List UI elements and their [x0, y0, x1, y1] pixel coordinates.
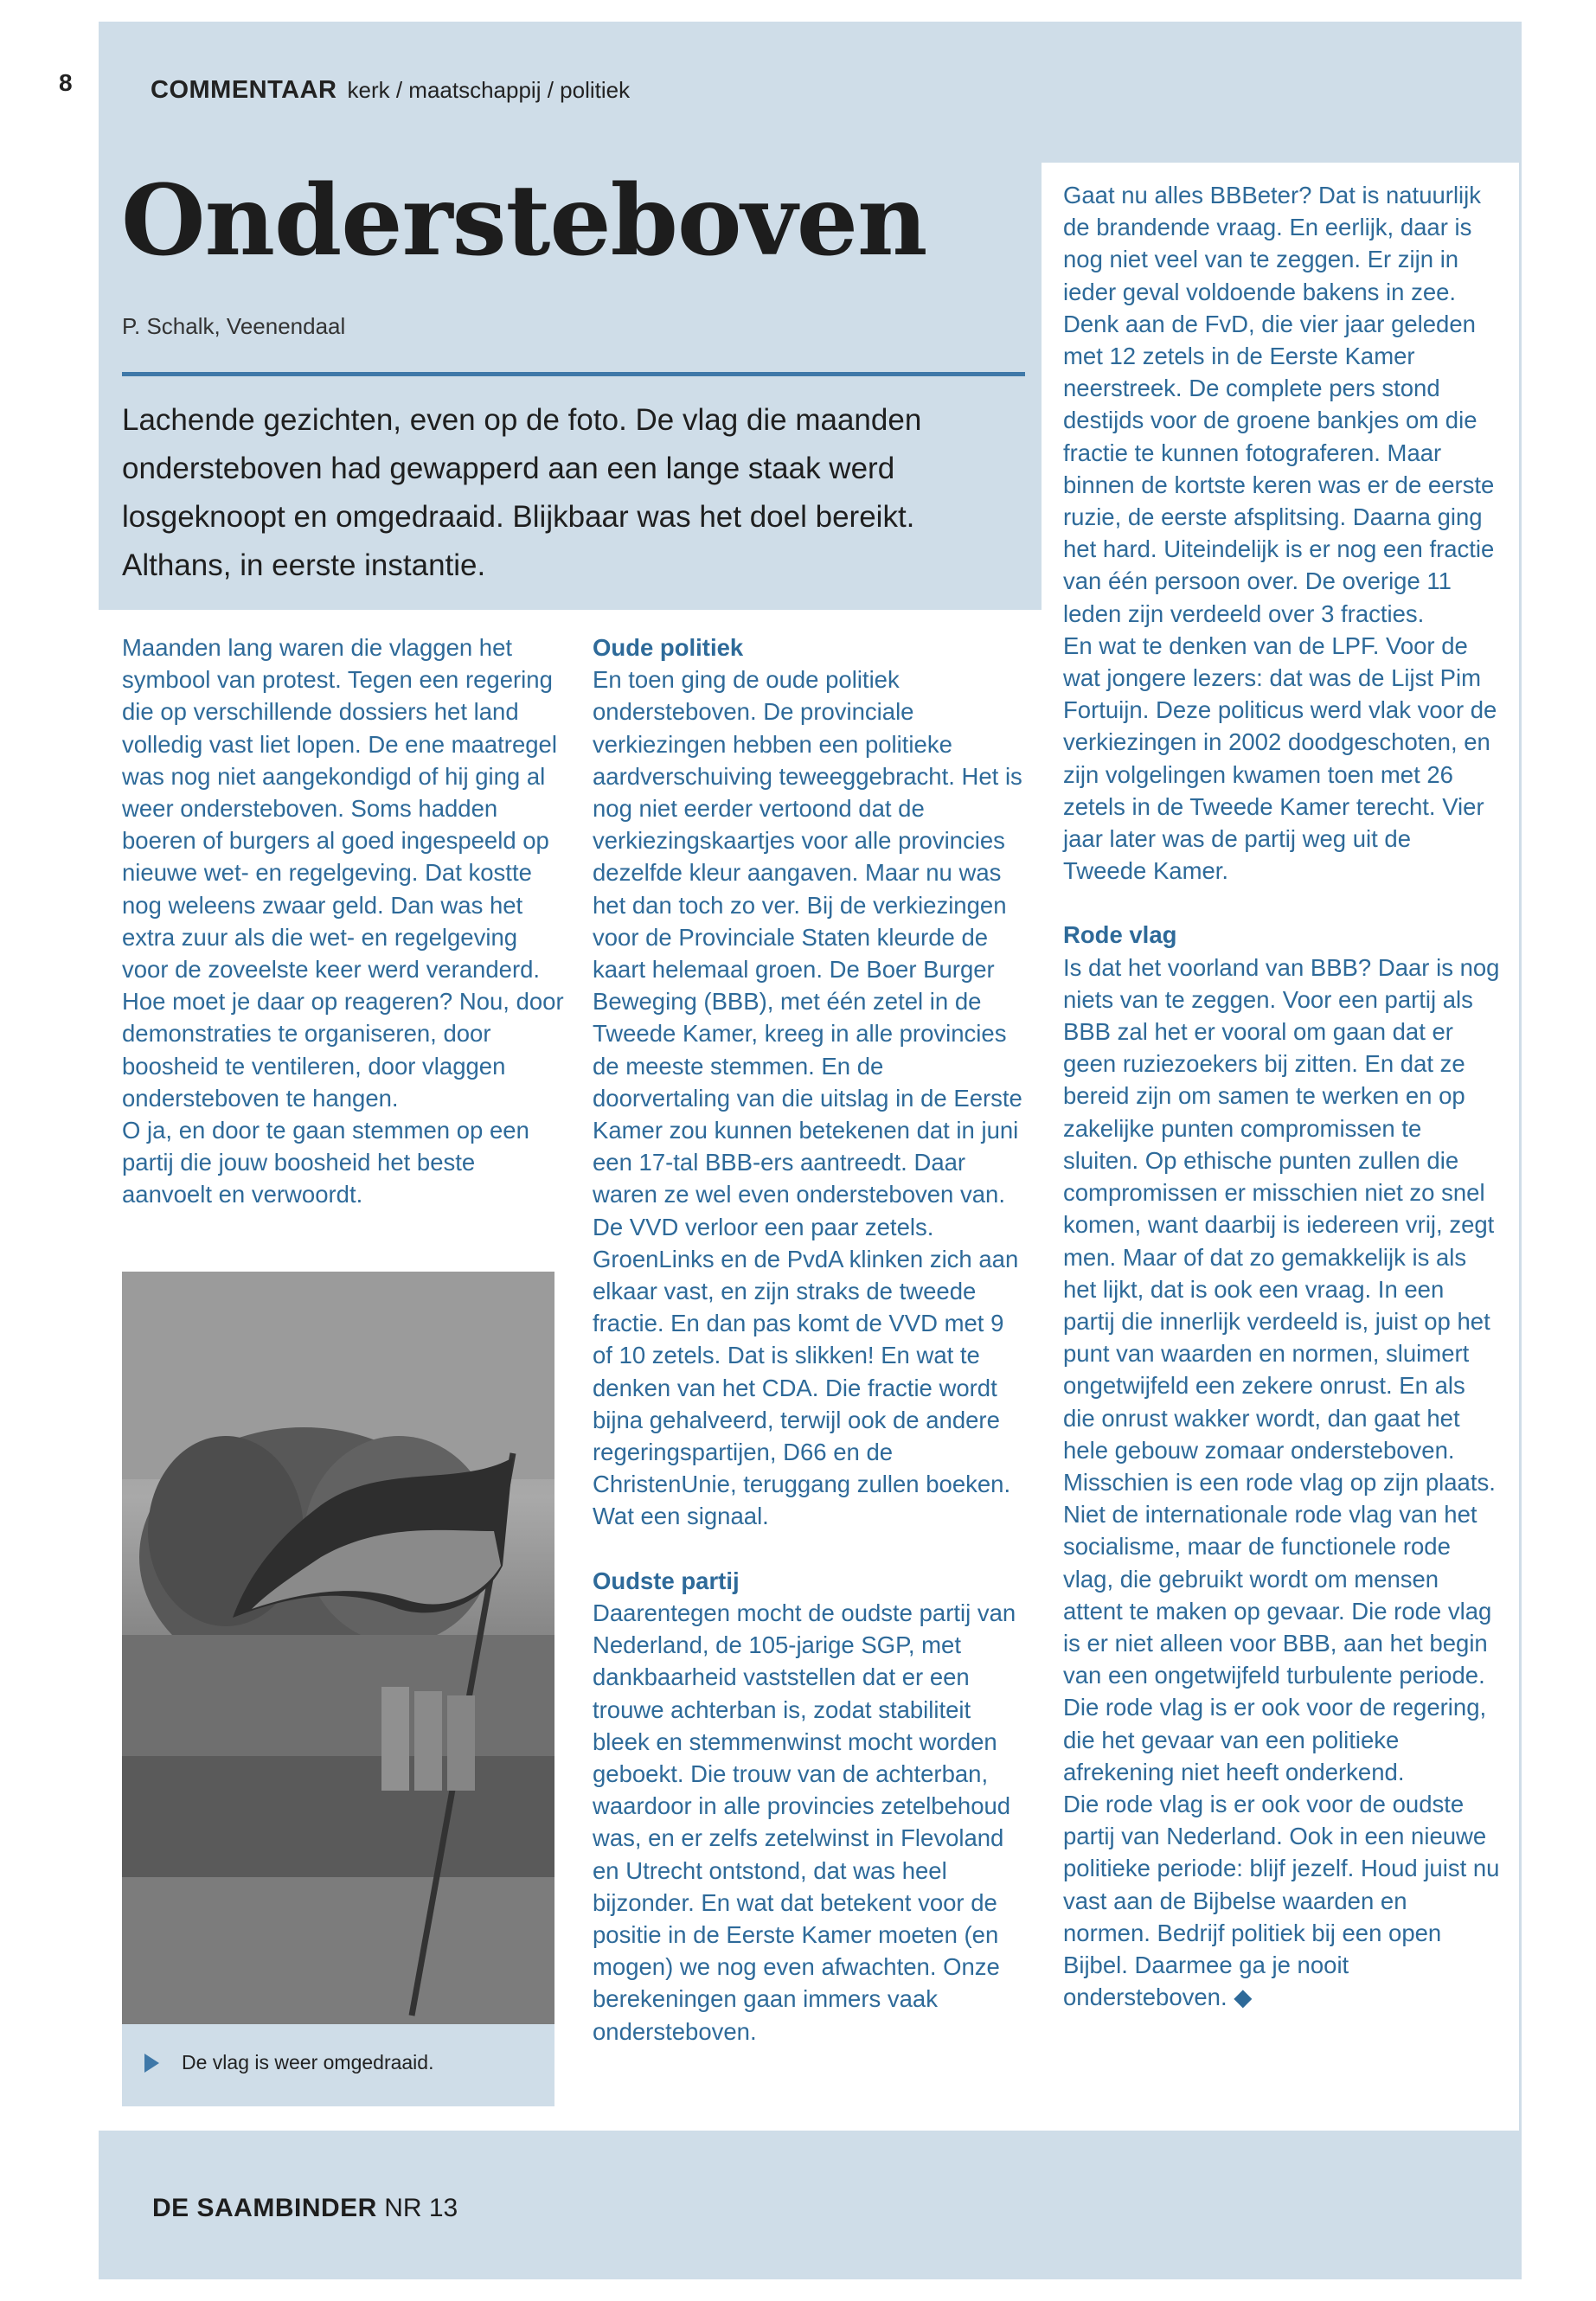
subheading-oude-politiek: Oude politiek: [593, 634, 744, 661]
subheading-rode-vlag: Rode vlag: [1063, 921, 1177, 949]
subheading-oudste-partij: Oudste partij: [593, 1567, 740, 1594]
magazine-name: DE SAAMBINDER: [152, 2194, 377, 2222]
divider: [122, 372, 1025, 376]
column-2: [593, 631, 1025, 2048]
caption-arrow-icon: [144, 2054, 159, 2073]
paragraph: Die rode vlag is er ook voor de oudste partij van Nederland. Ook in een nieuwe politieke periode: blijf jezelf. Houd juist nu vast aan de Bijbelse waarden en normen. Bedrijf politiek bij een open Bijbel. Daarmee ga je nooit ondersteboven. ◆: [1063, 1790, 1500, 2011]
article-title: Ondersteboven: [121, 164, 927, 278]
paragraph: En toen ging de oude politiek ondersteboven. De provinciale verkiezingen hebben een politieke aardverschuiving teweeggebracht. Het is nog niet eerder vertoond dat de verkiezingskaartjes voor alle provincies dezelfde kleur aangaven. Maar nu was het dan toch zo ver. Bij de verkiezingen voor de Provinciale Staten kleurde de kaart helemaal groen. De Boer Burger Beweging (BBB), met één zetel in de Tweede Kamer, kreeg in alle provincies de meeste stemmen. En de doorvertaling van die uitslag in de Eerste Kamer zou kunnen betekenen dat in juni een 17-tal BBB-ers aantreedt. Daar waren ze wel even ondersteboven van. De VVD verloor een paar zetels. GroenLinks en de PvdA klinken zich aan elkaar vast, en zijn straks de tweede fractie. En dan pas komt de VVD met 9 of 10 zetels. Dat is slikken! En wat te denken van het CDA. Die fractie wordt bijna gehalveerd, terwijl ook de andere regeringspartijen, D66 en de ChristenUnie, teruggang zullen boeken. Wat een signaal.: [593, 666, 1022, 1530]
flag-photo: [122, 1272, 554, 2024]
issue-number: NR 13: [384, 2194, 458, 2222]
section-label: COMMENTAAR: [151, 76, 337, 104]
column-3: [1063, 179, 1500, 2013]
subsection-label: kerk / maatschappij / politiek: [347, 77, 631, 103]
article-author: P. Schalk, Veenendaal: [122, 313, 346, 339]
flag-photo-illustration: [122, 1272, 554, 2024]
photo-caption: De vlag is weer omgedraaid.: [182, 2051, 434, 2073]
column-1: [122, 631, 565, 1211]
paragraph: En wat te denken van de LPF. Voor de wat jongere lezers: dat was de Lijst Pim Fortuijn. Deze politicus werd vlak voor de verkiezingen in 2002 doodgeschoten, en zijn volgelingen kwamen toen met 26 zetels in de Tweede Kamer terecht. Vier jaar later was de partij weg uit de Tweede Kamer.: [1063, 631, 1497, 885]
page-footer: [152, 2194, 458, 2223]
paragraph: Maanden lang waren die vlaggen het symbool van protest. Tegen een regering die op verschillende dossiers het land volledig vast liet lopen. De ene maatregel was nog niet aangekondigd of hij ging al weer ondersteboven. Soms hadden boeren of burgers al goed ingespeeld op nieuwe wet- en regelgeving. Dat kostte nog weleens zwaar geld. Dan was het extra zuur als die wet- en regelgeving voor de zoveelste keer werd veranderd. Hoe moet je daar op reageren? Nou, door demonstraties te organiseren, door boosheid te ventileren, door vlaggen ondersteboven te hangen.: [122, 634, 564, 1112]
section-header: [151, 76, 630, 105]
paragraph: O ja, en door te gaan stemmen op een partij die jouw boosheid het beste aanvoelt en verwoordt.: [122, 1117, 529, 1208]
paragraph: Is dat het voorland van BBB? Daar is nog niets van te zeggen. Voor een partij als BBB zal het er vooral om gaan dat er geen ruziezoekers bij zitten. En dat ze bereid zijn om samen te werken en op zakelijke punten compromissen te sluiten. Op ethische punten zullen die compromissen er misschien niet zo snel komen, want daarbij is iedereen vrij, zegt men. Maar of dat zo gemakkelijk is als het lijkt, dat is ook een vraag. In een partij die innerlijk verdeeld is, juist op het punt van waarden en normen, sluimert ongetwijfeld een zekere onrust. En als die onrust wakker wordt, dan gaat het hele gebouw zomaar ondersteboven.: [1063, 953, 1500, 1464]
article-lead: Lachende gezichten, even op de foto. De vlag die maanden ondersteboven had gewapperd aan een lange staak werd losgeknoopt en omgedraaid. Blijkbaar was het doel bereikt. Althans, in eerste instantie.: [122, 403, 922, 582]
paragraph: Misschien is een rode vlag op zijn plaats. Niet de internationale rode vlag van het socialisme, maar de functionele rode vlag, die gebruikt wordt om mensen attent te maken op gevaar. Die rode vlag is er niet alleen voor BBB, aan het begin van een ongetwijfeld turbulente periode. Die rode vlag is er ook voor de regering, die het gevaar van een politieke afrekening niet heeft onderkend.: [1063, 1468, 1496, 1785]
page-number: 8: [59, 69, 73, 96]
paragraph: Gaat nu alles BBBeter? Dat is natuurlijk de brandende vraag. En eerlijk, daar is nog niet veel van te zeggen. Er zijn in ieder geval voldoende bakens in zee. Denk aan de FvD, die vier jaar geleden met 12 zetels in de Eerste Kamer neerstreek. De complete pers stond destijds voor de groene bankjes om die fractie te kunnen fotograferen. Maar binnen de kortste keren was er de eerste ruzie, de eerste afsplitsing. Daarna ging het hard. Uiteindelijk is er nog een fractie van één persoon over. De overige 11 leden zijn verdeeld over 3 fracties.: [1063, 182, 1495, 627]
paragraph: Daarentegen mocht de oudste partij van Nederland, de 105-jarige SGP, met dankbaarheid vaststellen dat er een trouwe achterban is, zodat stabiliteit bleek en stemmenwinst mocht worden geboekt. Die trouw van de achterban, waardoor in alle provincies zetelbehoud was, en er zelfs zetelwinst in Flevoland en Utrecht ontstond, dat was heel bijzonder. En wat dat betekent voor de positie in de Eerste Kamer moeten (en mogen) we nog even afwachten. Onze berekeningen gaan immers vaak ondersteboven.: [593, 1599, 1016, 2045]
